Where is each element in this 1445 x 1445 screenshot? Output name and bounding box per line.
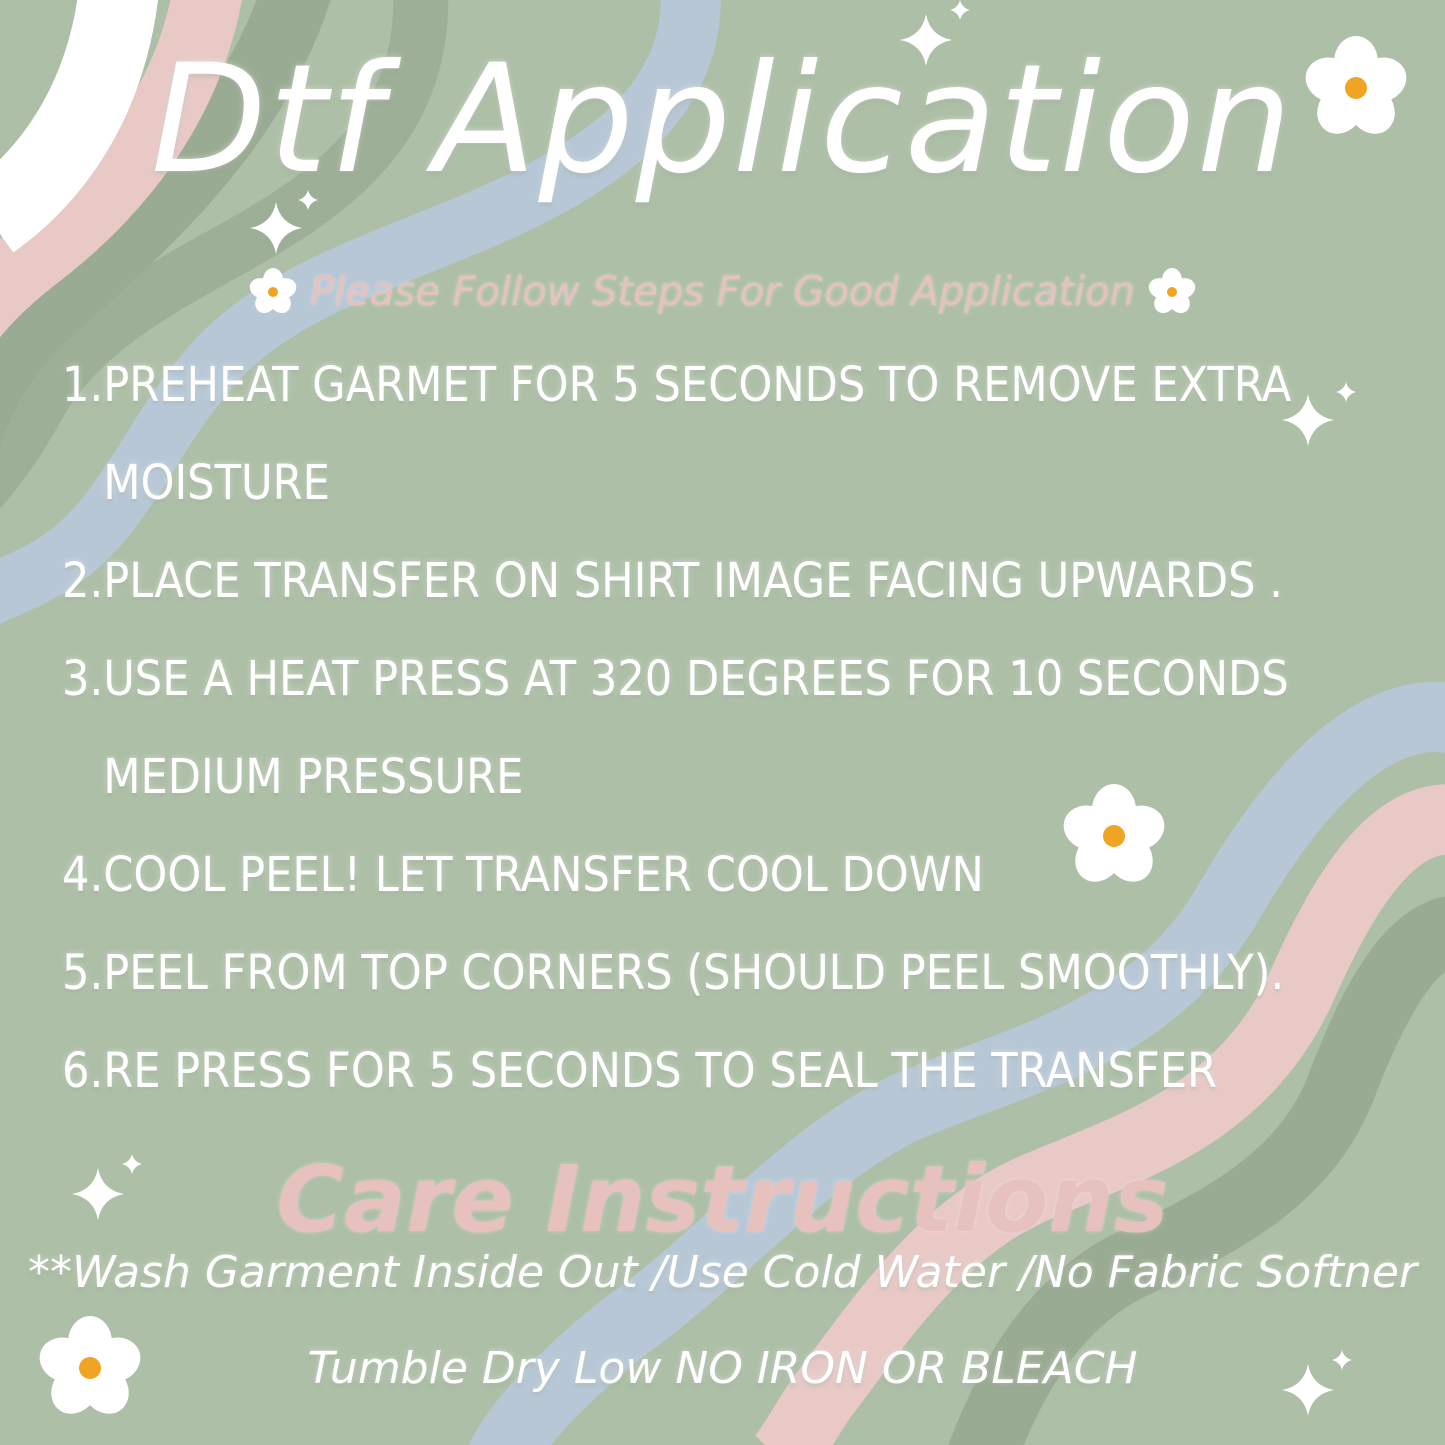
step-number: 2.: [62, 553, 104, 609]
step-item: [62, 630, 1292, 826]
step-item: [62, 924, 1292, 1022]
step-item: [62, 826, 1292, 924]
care-instructions-line-2: Tumble Dry Low NO IRON OR BLEACH: [307, 1343, 1138, 1394]
daisy-flower-icon: [248, 267, 298, 317]
step-number: 1.: [62, 357, 104, 413]
page-title: Dtf Application: [151, 33, 1294, 207]
step-number: 4.: [62, 847, 104, 903]
daisy-flower-icon: [1147, 267, 1197, 317]
step-text: PLACE TRANSFER ON SHIRT IMAGE FACING UPWARDS .: [103, 553, 1283, 609]
step-number: 6.: [62, 1043, 104, 1099]
subtitle: Please Follow Steps For Good Application: [310, 269, 1135, 315]
application-steps: [62, 336, 1292, 1120]
step-text: RE PRESS FOR 5 SECONDS TO SEAL THE TRANSFER: [103, 1043, 1218, 1099]
step-text: COOL PEEL! LET TRANSFER COOL DOWN: [103, 847, 984, 903]
step-number: 3.: [62, 651, 104, 707]
step-item: [62, 336, 1292, 532]
step-text: PEEL FROM TOP CORNERS (SHOULD PEEL SMOOTHLY).: [103, 945, 1285, 1001]
care-instructions-title: Care Instructions: [276, 1146, 1169, 1253]
step-text: USE A HEAT PRESS AT 320 DEGREES FOR 10 SECONDS MEDIUM PRESSURE: [103, 651, 1289, 805]
subtitle-row: [0, 262, 1445, 322]
step-number: 5.: [62, 945, 104, 1001]
care-instructions-line-1: **Wash Garment Inside Out /Use Cold Water /No Fabric Softner: [27, 1247, 1418, 1298]
step-item: [62, 1022, 1292, 1120]
step-text: PREHEAT GARMET FOR 5 SECONDS TO REMOVE EXTRA MOISTURE: [103, 357, 1292, 511]
step-item: [62, 532, 1292, 630]
